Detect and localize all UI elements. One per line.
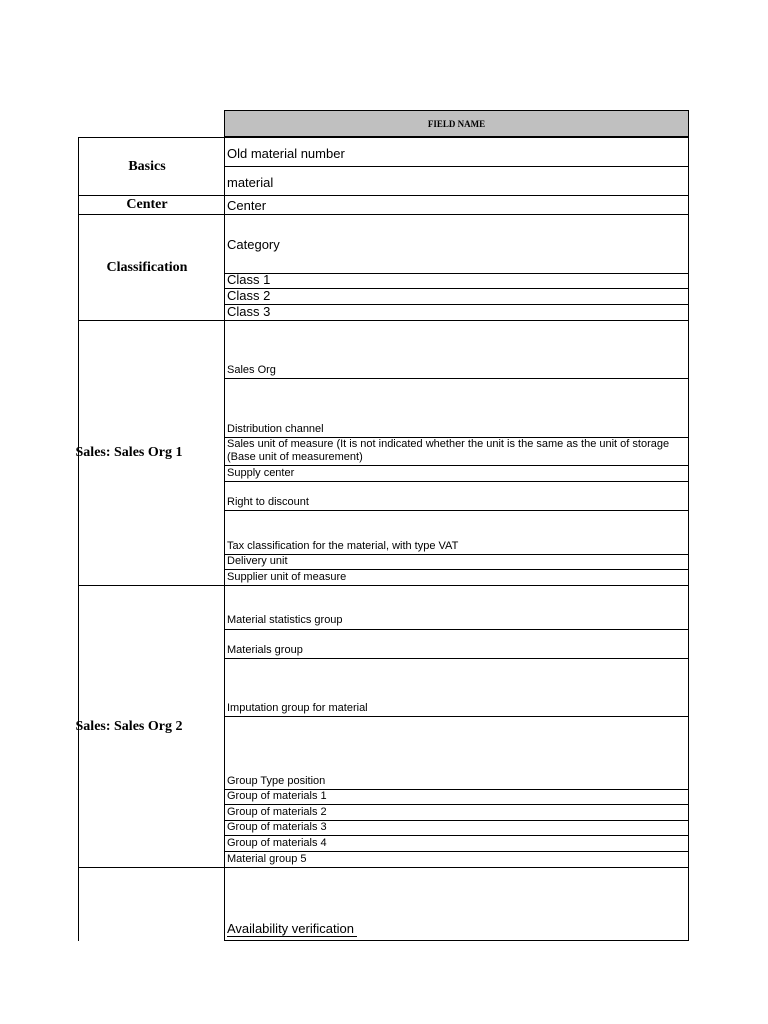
field-delivery-unit: Delivery unit (227, 555, 288, 567)
field-class-2: Class 2 (227, 288, 271, 303)
field-imputation-group: Imputation group for material (227, 702, 368, 714)
field-sales-unit-of-measure: Sales unit of measure (It is not indicated whether the unit is the same as the unit of storage (Base unit of measurement) (227, 438, 670, 463)
category-classification: Classification (106, 259, 188, 275)
field-material-group-5: Material group 5 (227, 853, 307, 865)
field-name-header: FIELD NAME (224, 110, 689, 137)
category-sales-org-1: Sales: Sales Org 1 (75, 445, 183, 460)
field-availability-verification: Availability verification (227, 868, 687, 938)
field-sales-org: Sales Org (227, 364, 276, 376)
field-group-of-materials-3: Group of materials 3 (227, 821, 327, 833)
grid-line (224, 940, 689, 941)
field-group-type-position: Group Type position (227, 775, 326, 787)
field-material-statistics-group: Material statistics group (227, 614, 343, 626)
field-class-3: Class 3 (227, 304, 271, 319)
field-materials-group: Materials group (227, 644, 303, 656)
field-tax-classification: Tax classification for the material, with type VAT (227, 540, 459, 552)
field-distribution-channel: Distribution channel (227, 423, 324, 435)
field-center: Center (227, 198, 267, 213)
field-group-of-materials-4: Group of materials 4 (227, 837, 327, 849)
field-old-material-number: Old material number (227, 146, 345, 161)
field-supplier-unit-of-measure: Supplier unit of measure (227, 571, 347, 583)
category-basics: Basics (128, 158, 166, 174)
category-center: Center (126, 197, 168, 212)
category-sales-org-2: Sales: Sales Org 2 (75, 718, 183, 734)
field-supply-center: Supply center (227, 467, 295, 479)
field-category: Category (227, 237, 280, 252)
field-right-to-discount: Right to discount (227, 496, 309, 508)
field-class-1: Class 1 (227, 272, 271, 287)
field-group-of-materials-1: Group of materials 1 (227, 790, 327, 802)
field-material: material (227, 175, 274, 190)
field-group-of-materials-2: Group of materials 2 (227, 806, 327, 818)
